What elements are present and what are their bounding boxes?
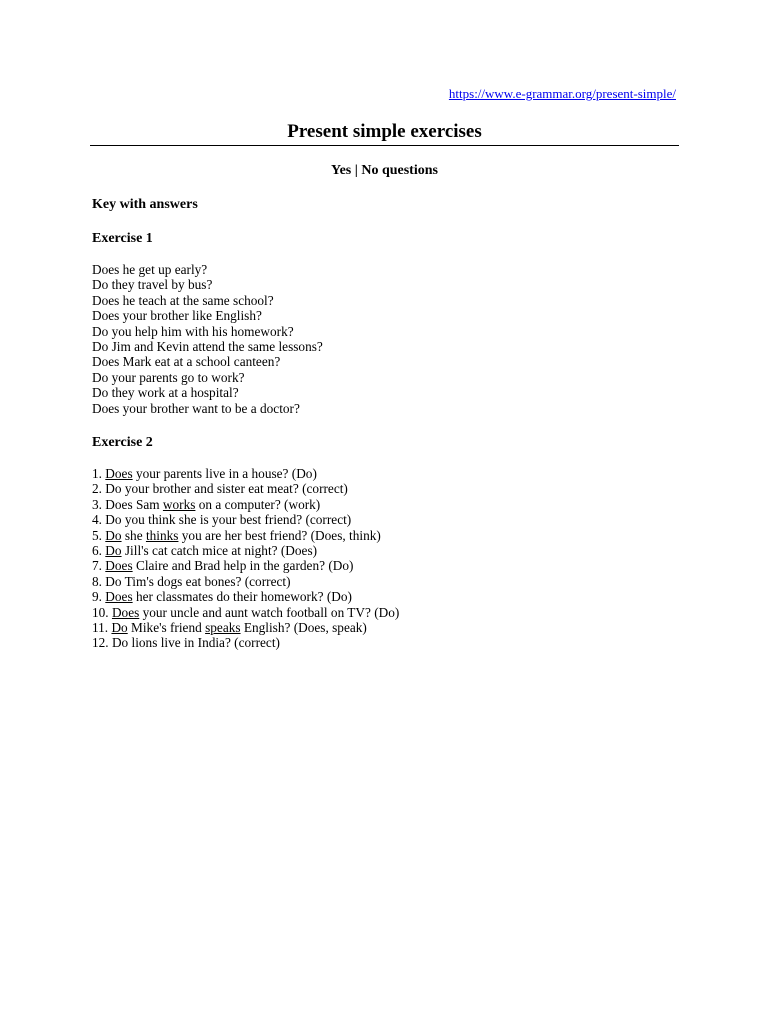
item-text: 8. Do Tim's dogs eat bones? (correct) bbox=[92, 573, 291, 589]
exercise-1-item: Does he get up early? bbox=[92, 262, 208, 277]
item-text: she bbox=[121, 527, 146, 543]
underlined-correction: Does bbox=[105, 466, 133, 481]
exercise-2-item bbox=[92, 466, 399, 481]
exercise-1-item: Does Mark eat at a school canteen? bbox=[92, 354, 281, 370]
exercise-2-item bbox=[92, 481, 399, 496]
exercise-1-item: Do they work at a hospital? bbox=[92, 385, 239, 401]
item-text: English? (Does, speak) bbox=[240, 620, 367, 636]
underlined-correction: Does bbox=[105, 558, 133, 574]
page-title: Present simple exercises bbox=[287, 121, 482, 142]
item-text: 3. Does Sam bbox=[92, 496, 163, 512]
exercise-2-item bbox=[92, 574, 399, 589]
exercise-2-heading: Exercise 2 bbox=[92, 435, 153, 450]
item-text: 9. bbox=[92, 589, 106, 605]
exercise-2-item bbox=[92, 620, 399, 635]
item-text: 7. bbox=[92, 558, 106, 574]
exercise-1-item: Do you help him with his homework? bbox=[92, 323, 294, 339]
exercise-2-list bbox=[92, 466, 399, 651]
item-text: you are her best friend? (Does, think) bbox=[178, 527, 381, 543]
source-url-link[interactable]: https://www.e-grammar.org/present-simple/ bbox=[448, 86, 676, 101]
underlined-correction: Do bbox=[111, 620, 128, 636]
exercise-1-item: Does your brother want to be a doctor? bbox=[92, 400, 300, 416]
item-text: Mike's friend bbox=[127, 620, 206, 636]
item-text: 2. Do your brother and sister eat meat? (correct) bbox=[92, 481, 348, 497]
exercise-2-item bbox=[92, 558, 399, 573]
item-text: Jill's cat catch mice at night? (Does) bbox=[121, 543, 318, 559]
exercise-1-list bbox=[92, 262, 323, 416]
exercise-1-item: Do Jim and Kevin attend the same lessons? bbox=[92, 339, 323, 355]
item-text: on a computer? (work) bbox=[195, 496, 321, 512]
exercise-1-item: Do your parents go to work? bbox=[92, 369, 245, 385]
underlined-correction: Do bbox=[105, 543, 122, 559]
page-subtitle: Yes | No questions bbox=[331, 163, 438, 178]
item-text: 11. bbox=[92, 620, 112, 636]
item-text: 6. bbox=[92, 543, 106, 559]
item-text: 1. bbox=[92, 466, 106, 481]
item-text: 4. Do you think she is your best friend? (correct) bbox=[92, 512, 352, 528]
item-text: 10. bbox=[92, 604, 112, 620]
item-text: your uncle and aunt watch football on TV? (Do) bbox=[139, 604, 400, 620]
underlined-correction: works bbox=[162, 496, 196, 512]
exercise-2-item bbox=[92, 497, 399, 512]
exercise-2-item bbox=[92, 635, 399, 650]
exercise-2-item bbox=[92, 528, 399, 543]
underlined-correction: Do bbox=[105, 527, 122, 543]
exercise-1-item: Do they travel by bus? bbox=[92, 277, 213, 293]
underlined-correction: thinks bbox=[145, 527, 179, 543]
exercise-2-item bbox=[92, 605, 399, 620]
item-text: her classmates do their homework? (Do) bbox=[132, 589, 352, 605]
item-text: 12. Do lions live in India? (correct) bbox=[92, 635, 280, 651]
underlined-correction: Does bbox=[105, 589, 133, 605]
title-divider bbox=[90, 145, 679, 146]
exercise-1-heading: Exercise 1 bbox=[92, 231, 153, 246]
exercise-1-item: Does he teach at the same school? bbox=[92, 292, 274, 308]
exercise-2-item bbox=[92, 589, 399, 604]
underlined-correction: speaks bbox=[205, 620, 241, 636]
exercise-2-item bbox=[92, 543, 399, 558]
underlined-correction: Does bbox=[111, 604, 140, 620]
key-heading: Key with answers bbox=[92, 197, 198, 212]
exercise-1-item: Does your brother like English? bbox=[92, 308, 262, 324]
exercise-2-item bbox=[92, 512, 399, 527]
item-text: 5. bbox=[92, 527, 106, 543]
item-text: your parents live in a house? (Do) bbox=[132, 466, 317, 481]
item-text: Claire and Brad help in the garden? (Do) bbox=[132, 558, 354, 574]
